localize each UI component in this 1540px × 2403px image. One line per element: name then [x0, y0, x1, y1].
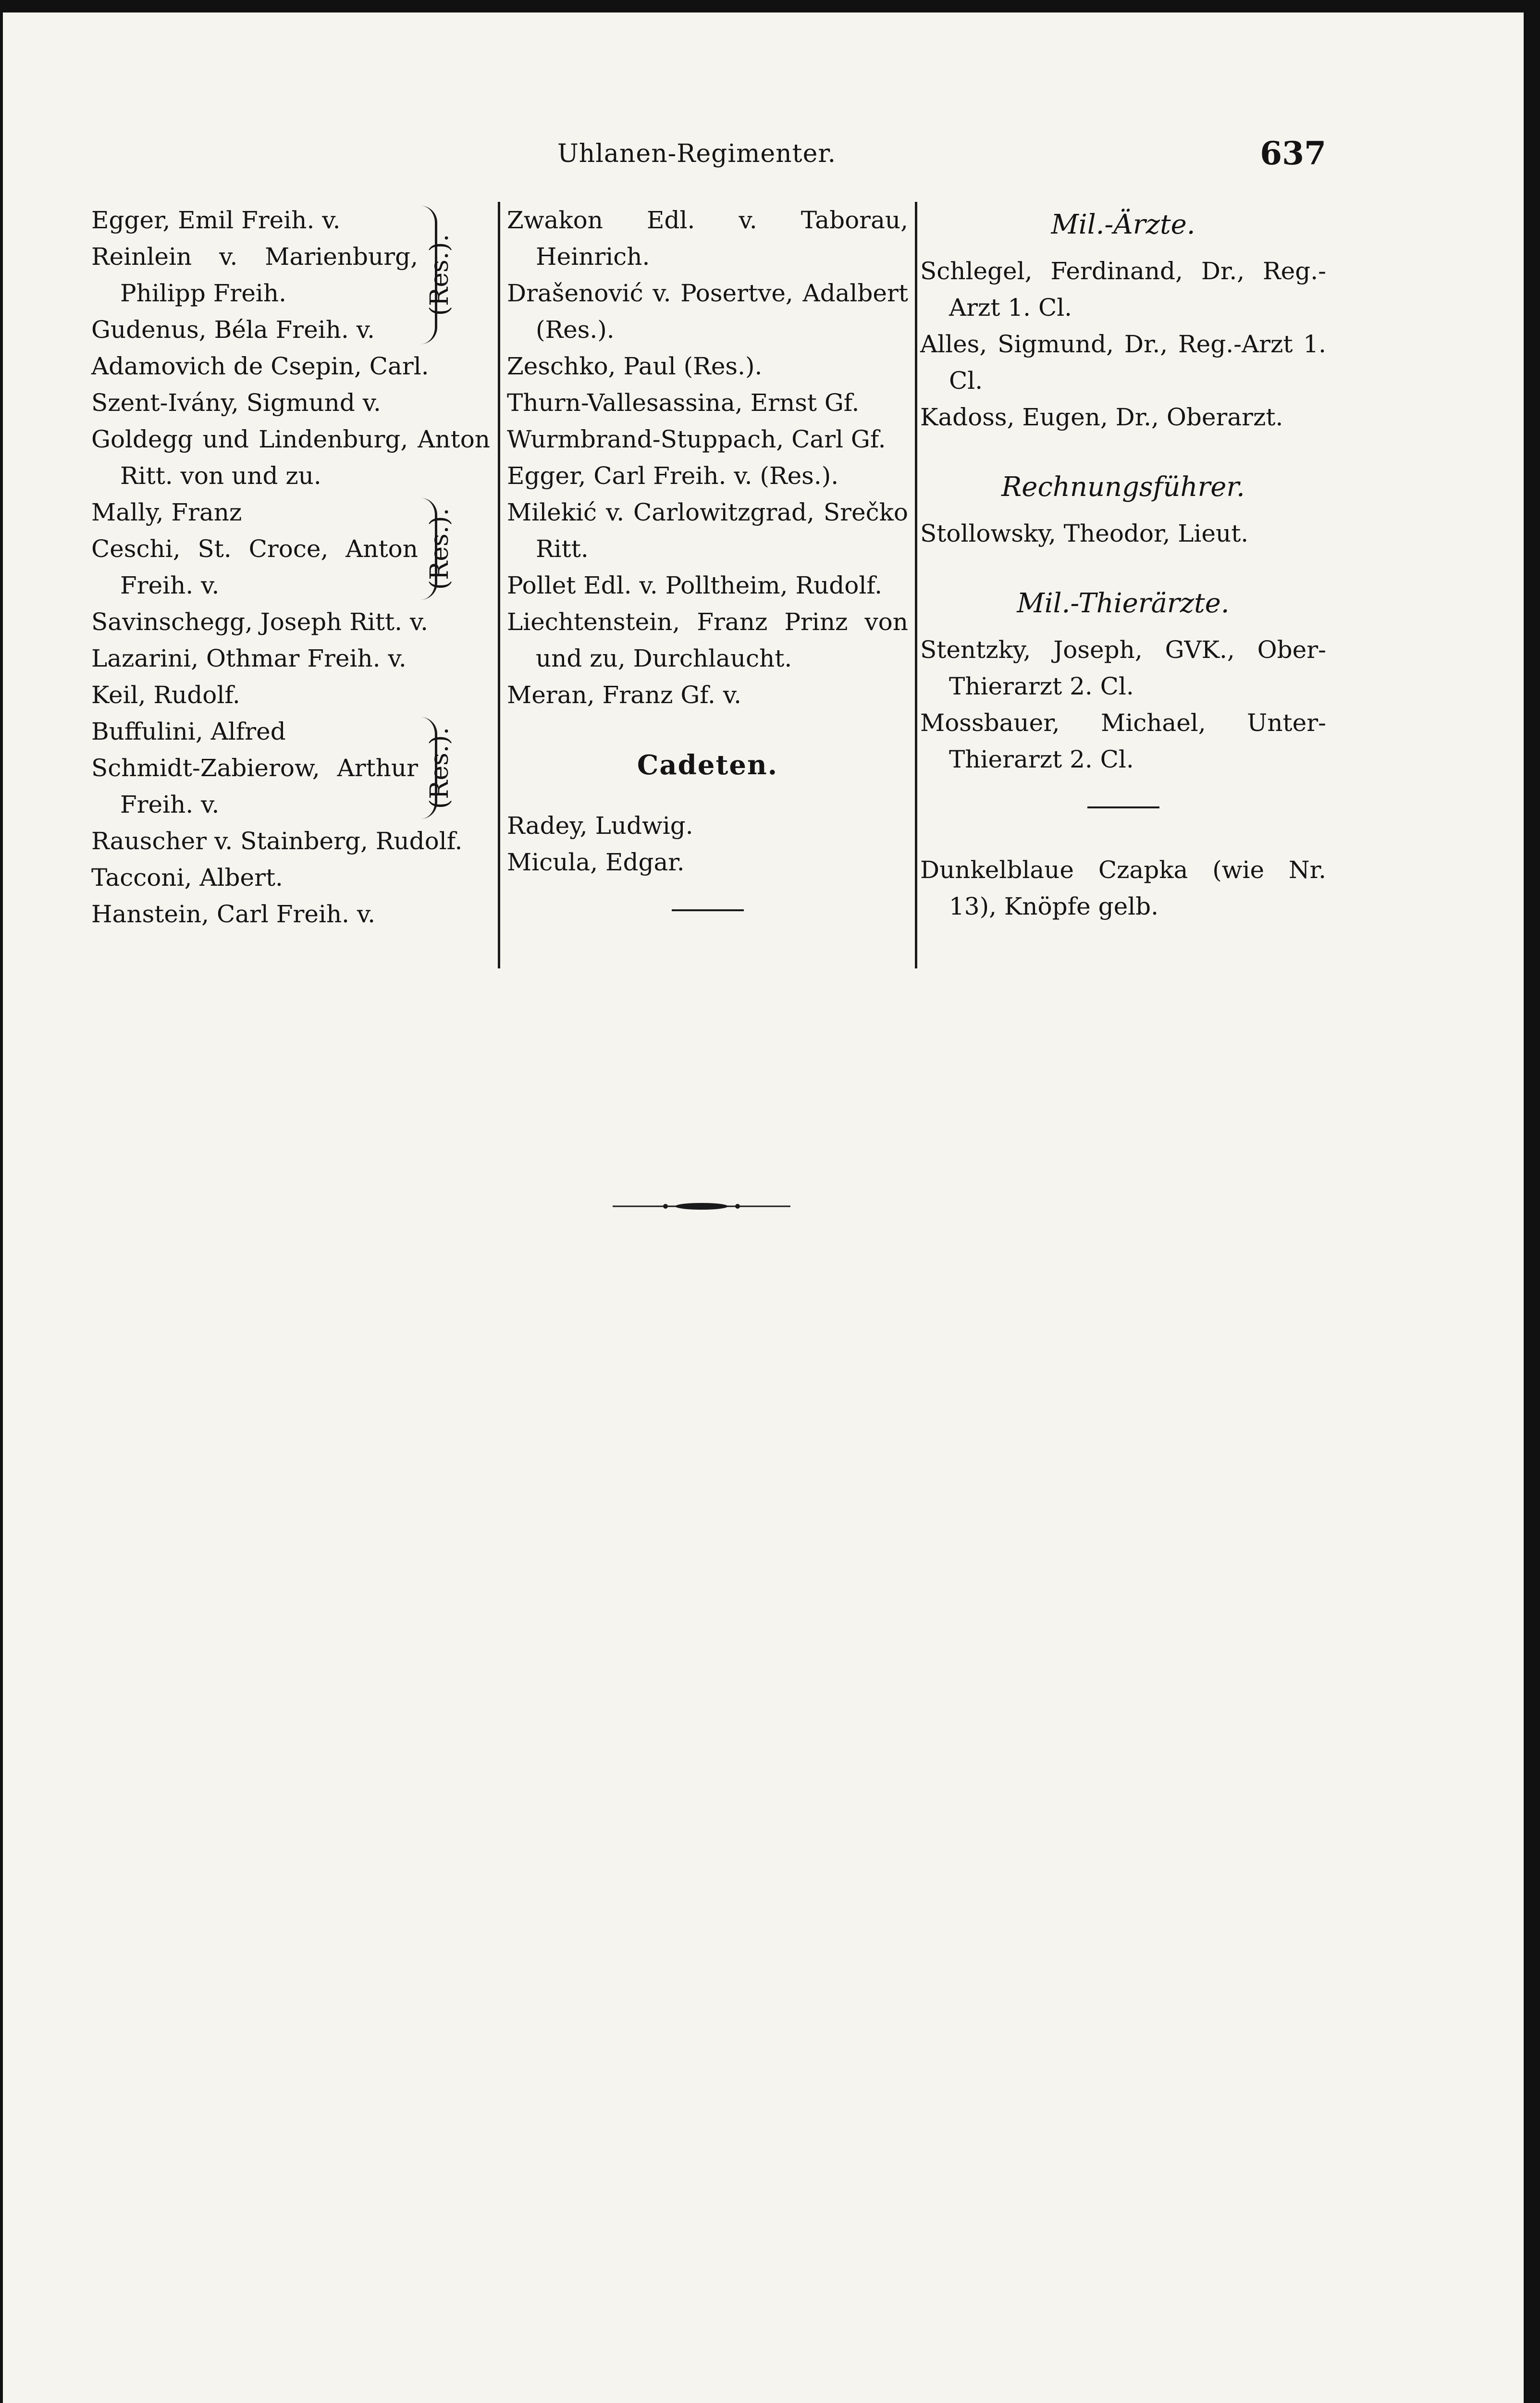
officer-entry: Rauscher v. Stainberg, Rudolf. — [91, 827, 463, 855]
officer-entry: Goldegg und Lindenburg, Anton Ritt. von und zu. — [91, 425, 490, 490]
officer-entry: Ceschi, St. Croce, Anton Freih. v. — [91, 535, 418, 599]
veterinarian-entry: Stentzky, Joseph, GVK., Ober-Thierarzt 2. Cl. — [920, 636, 1326, 700]
page-number: 637 — [1260, 135, 1326, 172]
reserve-group-3 — [91, 713, 490, 823]
officer-entry: Egger, Carl Freih. v. (Res.). — [507, 462, 839, 490]
officer-entry: Lazarini, Othmar Freih. v. — [91, 644, 407, 672]
officer-entry: Drašenović v. Posertve, Adalbert (Res.). — [507, 279, 908, 344]
officer-entry: Buffulini, Alfred — [91, 718, 286, 745]
officer-entry: Liechtenstein, Franz Prinz von und zu, Durchlaucht. — [507, 608, 908, 672]
officer-entry: Meran, Franz Gf. v. — [507, 681, 741, 709]
doctor-entry: Alles, Sigmund, Dr., Reg.-Arzt 1. Cl. — [920, 330, 1326, 395]
officer-entry: Savinschegg, Joseph Ritt. v. — [91, 608, 429, 636]
officer-entry: Wurmbrand-Stuppach, Carl Gf. — [507, 425, 886, 453]
accountant-entry: Stollowsky, Theodor, Lieut. — [920, 520, 1249, 547]
veterinarian-entry: Mossbauer, Michael, Unter-Thierarzt 2. Cl. — [920, 709, 1326, 773]
reserve-label: (Res.). — [425, 508, 454, 590]
reserve-label: (Res.). — [425, 727, 454, 809]
officer-entry: Gudenus, Béla Freih. v. — [91, 316, 375, 344]
officer-entry: Mally, Franz — [91, 498, 242, 526]
officer-entry: Zwakon Edl. v. Taborau, Heinrich. — [507, 206, 908, 271]
officer-entry: Zeschko, Paul (Res.). — [507, 352, 763, 380]
veterinarians-heading: Mil.-Thierärzte. — [1017, 588, 1230, 619]
accountant-heading: Rechnungsführer. — [1001, 471, 1245, 503]
cadet-entry: Radey, Ludwig. — [507, 812, 693, 840]
column-officers-middle — [507, 202, 908, 911]
column-officers-left — [91, 202, 490, 932]
scan-border-top — [0, 0, 1540, 12]
reserve-label: (Res.). — [425, 234, 454, 316]
officer-entry: Egger, Emil Freih. v. — [91, 206, 341, 234]
officer-entry: Hanstein, Carl Freih. v. — [91, 900, 376, 928]
officer-entry: Keil, Rudolf. — [91, 681, 240, 709]
running-head: Uhlanen-Regimenter. — [557, 139, 837, 168]
officer-entry: Adamovich de Csepin, Carl. — [91, 352, 429, 380]
reserve-group-2 — [91, 494, 490, 604]
reserve-group-1 — [91, 202, 490, 348]
end-ornament — [613, 1202, 790, 1211]
cadets-heading: Cadeten. — [637, 749, 778, 781]
doctors-heading: Mil.-Ärzte. — [1051, 209, 1195, 240]
uniform-note: Dunkelblaue Czapka (wie Nr. 13), Knöpfe gelb. — [920, 856, 1326, 920]
section-rule — [1087, 806, 1159, 808]
scan-border-left — [0, 0, 3, 2403]
officer-entry: Tacconi, Albert. — [91, 864, 283, 892]
column-staff-right — [920, 202, 1326, 925]
officer-entry: Schmidt-Zabierow, Arthur Freih. v. — [91, 754, 418, 818]
section-rule — [672, 909, 744, 911]
doctor-entry: Kadoss, Eugen, Dr., Oberarzt. — [920, 403, 1283, 431]
officer-entry: Pollet Edl. v. Polltheim, Rudolf. — [507, 571, 883, 599]
officer-entry: Reinlein v. Marienburg, Philipp Freih. — [91, 243, 418, 307]
scan-border-right — [1524, 0, 1540, 2403]
doctor-entry: Schlegel, Ferdinand, Dr., Reg.-Arzt 1. Cl. — [920, 257, 1326, 322]
column-divider-1 — [498, 202, 500, 968]
cadet-entry: Micula, Edgar. — [507, 848, 685, 876]
column-divider-2 — [915, 202, 917, 968]
officer-entry: Thurn-Vallesassina, Ernst Gf. — [507, 389, 860, 417]
officer-entry: Milekić v. Carlowitzgrad, Srečko Ritt. — [507, 498, 908, 563]
officer-entry: Szent-Ivány, Sigmund v. — [91, 389, 381, 417]
